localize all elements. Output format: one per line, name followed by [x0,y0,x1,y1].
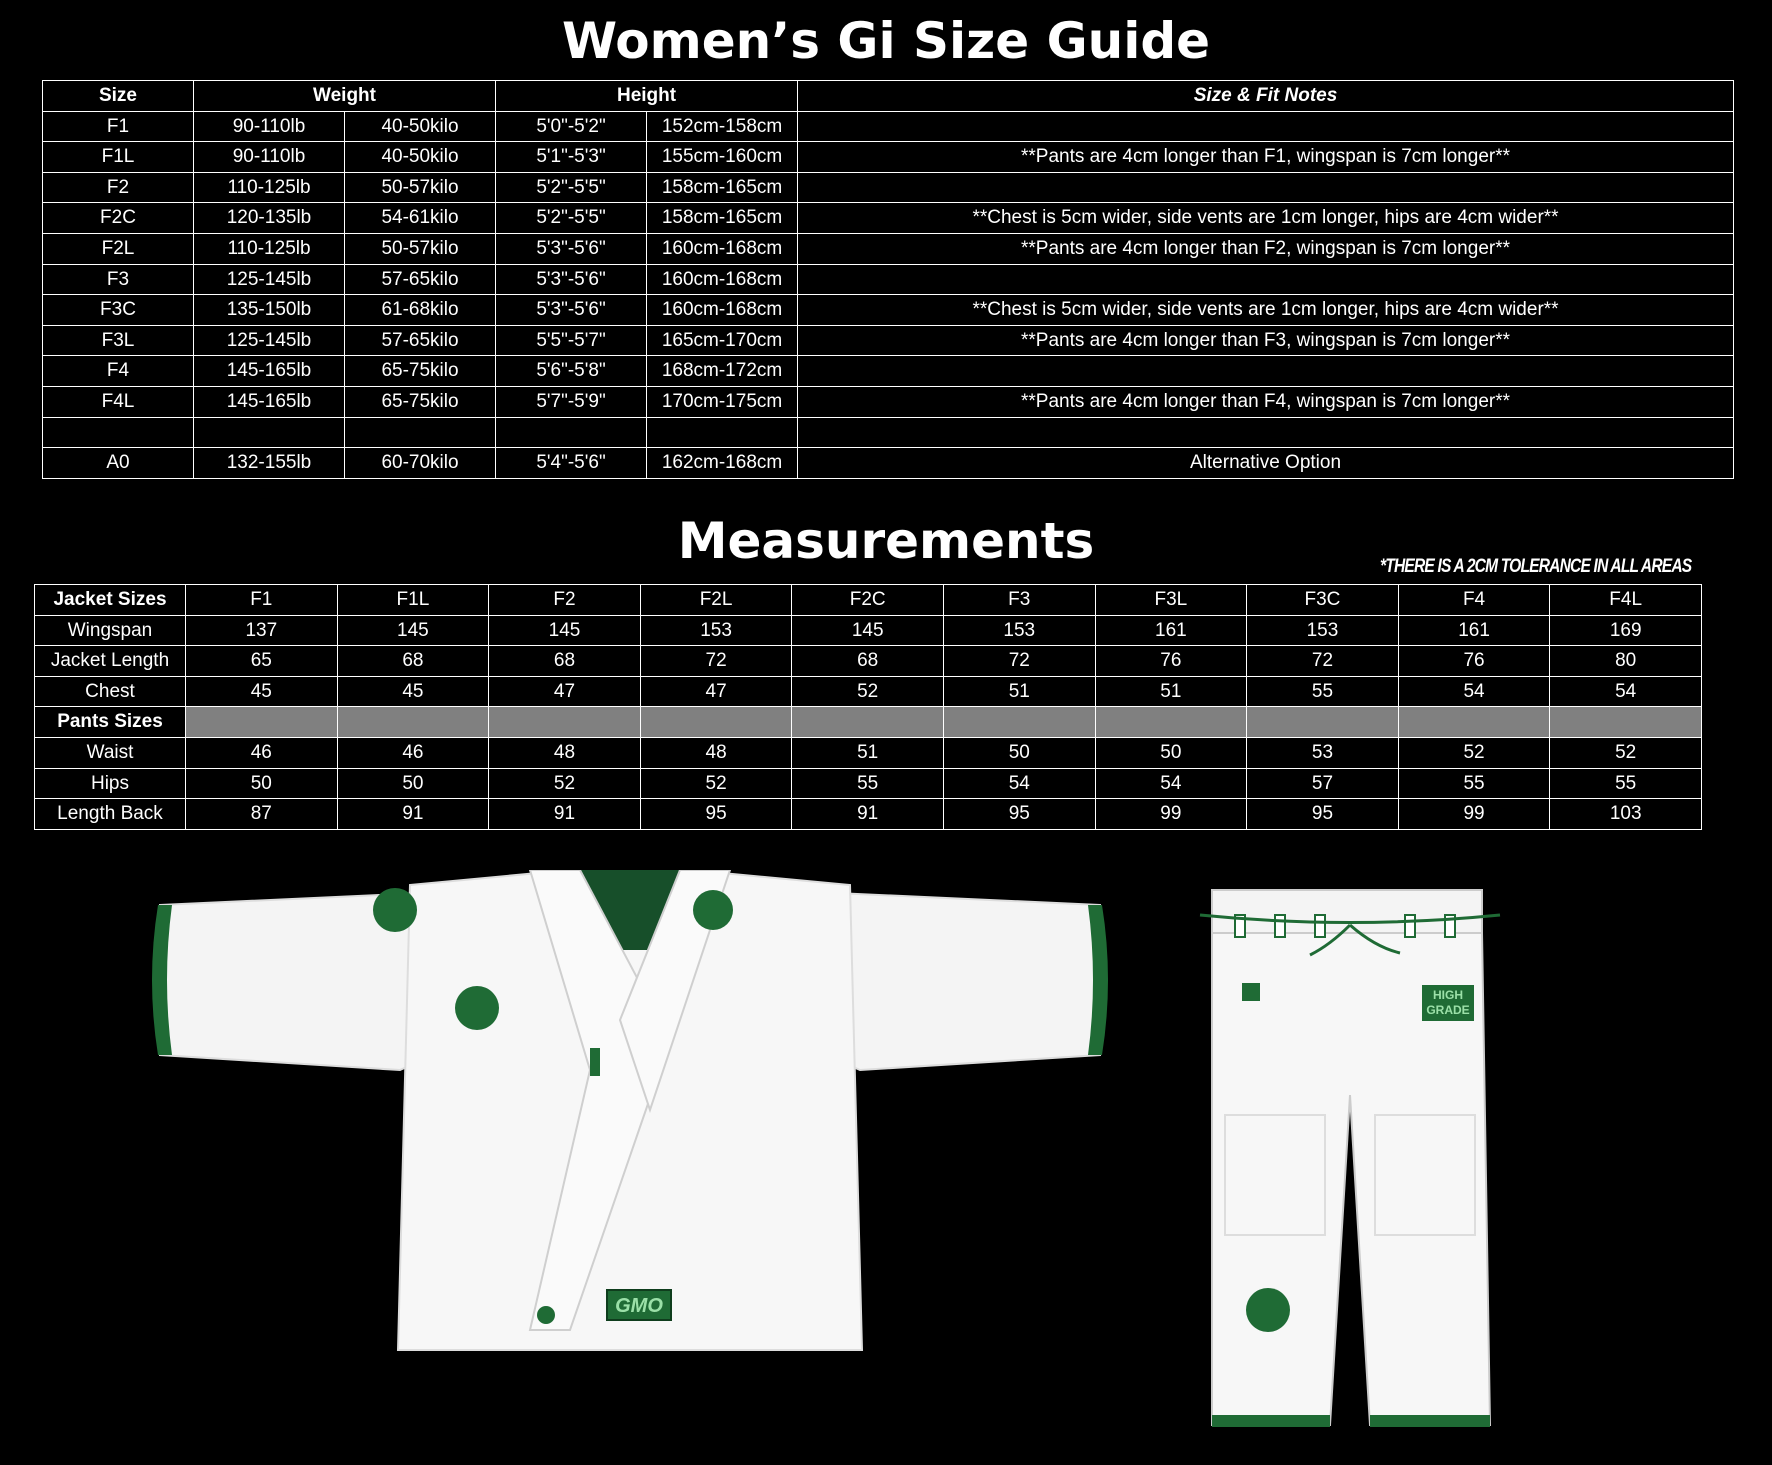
measurement-value: 52 [792,676,944,707]
pants-logo-line2: GRADE [1426,1003,1470,1017]
measurement-value: 52 [489,768,641,799]
section-divider-cell [1550,707,1702,738]
cell-weight-lb: 145-165lb [194,356,345,387]
section-divider-cell [337,707,489,738]
cell-size: F1L [43,142,194,173]
measurement-value: 145 [337,615,489,646]
measurement-value: 161 [1398,615,1550,646]
cell-weight-lb: 90-110lb [194,142,345,173]
size-column-header: F4 [1398,585,1550,616]
measurement-value: 47 [640,676,792,707]
cell-height-ft: 5'2"-5'5" [496,203,647,234]
measurement-value: 91 [792,799,944,830]
cell-size: F2 [43,172,194,203]
table-row [43,264,1734,295]
row-label: Chest [35,676,186,707]
section-divider-cell [186,707,338,738]
table-row [35,737,1702,768]
measurement-value: 50 [1095,737,1247,768]
cell-weight-kg: 54-61kilo [345,203,496,234]
section-header: Pants Sizes [35,707,186,738]
cell-height-ft: 5'3"-5'6" [496,295,647,326]
table-row [35,768,1702,799]
cell-notes: **Pants are 4cm longer than F2, wingspan is 7cm longer** [798,233,1734,264]
cell-weight-kg: 40-50kilo [345,142,496,173]
section-divider-cell [1095,707,1247,738]
measurement-value: 54 [1398,676,1550,707]
cell-weight-kg: 61-68kilo [345,295,496,326]
measurement-value: 45 [337,676,489,707]
measurement-value: 54 [1095,768,1247,799]
cell-size: F3C [43,295,194,326]
header-size: Size [43,81,194,112]
cell-size: A0 [43,448,194,479]
measurement-value: 53 [1247,737,1399,768]
table-row [43,172,1734,203]
measurement-value: 52 [1398,737,1550,768]
measurement-value: 99 [1398,799,1550,830]
measurement-value: 76 [1398,646,1550,677]
measurement-value: 153 [640,615,792,646]
table-row [43,417,1734,448]
table-row [43,386,1734,417]
cell-height-ft: 5'3"-5'6" [496,264,647,295]
cell-height-cm: 165cm-170cm [647,325,798,356]
cell-height-ft: 5'0"-5'2" [496,111,647,142]
cell-height-ft [496,417,647,448]
measurement-value: 54 [943,768,1095,799]
cell-weight-kg: 50-57kilo [345,172,496,203]
cell-height-cm: 158cm-165cm [647,203,798,234]
measurement-value: 48 [489,737,641,768]
cell-height-ft: 5'5"-5'7" [496,325,647,356]
cell-height-ft: 5'3"-5'6" [496,233,647,264]
table-row [43,448,1734,479]
cell-notes [798,356,1734,387]
measurement-value: 52 [1550,737,1702,768]
measurement-value: 68 [489,646,641,677]
table-row [43,356,1734,387]
size-column-header: F1L [337,585,489,616]
cell-weight-kg: 57-65kilo [345,325,496,356]
section-divider-cell [792,707,944,738]
cell-weight-lb: 125-145lb [194,325,345,356]
measurement-value: 65 [186,646,338,677]
cell-weight-lb: 110-125lb [194,172,345,203]
cell-height-cm: 170cm-175cm [647,386,798,417]
measurement-value: 161 [1095,615,1247,646]
cell-height-cm: 160cm-168cm [647,264,798,295]
measurement-value: 80 [1550,646,1702,677]
cell-weight-lb: 90-110lb [194,111,345,142]
section-divider-cell [943,707,1095,738]
measurement-value: 50 [186,768,338,799]
size-column-header: F2C [792,585,944,616]
measurement-value: 153 [943,615,1095,646]
measurement-value: 103 [1550,799,1702,830]
measurement-value: 51 [792,737,944,768]
size-column-header: F3C [1247,585,1399,616]
measurement-value: 50 [337,768,489,799]
measurement-value: 68 [792,646,944,677]
table-row [43,233,1734,264]
measurement-value: 55 [792,768,944,799]
cell-weight-lb: 120-135lb [194,203,345,234]
cell-notes: **Chest is 5cm wider, side vents are 1cm longer, hips are 4cm wider** [798,295,1734,326]
measurement-value: 145 [792,615,944,646]
measurement-value: 57 [1247,768,1399,799]
cell-height-ft: 5'1"-5'3" [496,142,647,173]
measurement-value: 46 [337,737,489,768]
measurement-value: 76 [1095,646,1247,677]
measurement-value: 46 [186,737,338,768]
measurement-value: 153 [1247,615,1399,646]
cell-weight-kg: 57-65kilo [345,264,496,295]
cell-notes: **Pants are 4cm longer than F1, wingspan is 7cm longer** [798,142,1734,173]
measurement-value: 99 [1095,799,1247,830]
measurements-title: Measurements [677,512,1095,570]
cell-weight-lb: 125-145lb [194,264,345,295]
measurement-value: 72 [943,646,1095,677]
cell-size: F4L [43,386,194,417]
table-row [43,111,1734,142]
cell-size: F1 [43,111,194,142]
size-column-header: F1 [186,585,338,616]
size-column-header: F2L [640,585,792,616]
cell-weight-lb: 110-125lb [194,233,345,264]
cell-weight-lb: 145-165lb [194,386,345,417]
measurement-value: 45 [186,676,338,707]
row-label: Hips [35,768,186,799]
cell-height-ft: 5'6"-5'8" [496,356,647,387]
cell-height-ft: 5'4"-5'6" [496,448,647,479]
size-table-header-row [43,81,1734,112]
table-row [35,676,1702,707]
measurement-value: 72 [1247,646,1399,677]
cell-weight-kg: 60-70kilo [345,448,496,479]
cell-height-cm: 152cm-158cm [647,111,798,142]
row-label: Jacket Length [35,646,186,677]
measurement-value: 87 [186,799,338,830]
cell-height-cm: 160cm-168cm [647,233,798,264]
table-row [43,203,1734,234]
measurements-table [34,584,1702,830]
cell-notes: Alternative Option [798,448,1734,479]
cell-height-ft: 5'7"-5'9" [496,386,647,417]
row-label: Wingspan [35,615,186,646]
header-height: Height [496,81,798,112]
cell-size: F3L [43,325,194,356]
cell-weight-kg: 40-50kilo [345,111,496,142]
row-label: Length Back [35,799,186,830]
size-column-header: F4L [1550,585,1702,616]
page-title: Women’s Gi Size Guide [561,12,1211,70]
cell-height-cm: 160cm-168cm [647,295,798,326]
measurement-value: 47 [489,676,641,707]
size-column-header: F3L [1095,585,1247,616]
measurement-value: 51 [943,676,1095,707]
cell-weight-kg [345,417,496,448]
cell-notes: **Pants are 4cm longer than F3, wingspan is 7cm longer** [798,325,1734,356]
cell-notes: **Pants are 4cm longer than F4, wingspan is 7cm longer** [798,386,1734,417]
size-guide-table [42,80,1734,479]
pants-illustration [1190,875,1520,1435]
table-row [43,142,1734,173]
measurement-value: 91 [489,799,641,830]
table-row [35,615,1702,646]
jacket-logo: GMO [615,1295,663,1317]
header-weight: Weight [194,81,496,112]
cell-weight-lb: 135-150lb [194,295,345,326]
pants-logo-line1: HIGH [1433,988,1463,1002]
cell-weight-kg: 50-57kilo [345,233,496,264]
table-row [43,295,1734,326]
cell-size: F4 [43,356,194,387]
row-label: Waist [35,737,186,768]
measurement-value: 50 [943,737,1095,768]
cell-notes: **Chest is 5cm wider, side vents are 1cm longer, hips are 4cm wider** [798,203,1734,234]
table-row [43,325,1734,356]
cell-weight-kg: 65-75kilo [345,386,496,417]
table-row [35,585,1702,616]
cell-notes [798,172,1734,203]
measurement-value: 55 [1247,676,1399,707]
cell-size: F3 [43,264,194,295]
measurement-value: 51 [1095,676,1247,707]
measurement-value: 95 [640,799,792,830]
measurement-value: 48 [640,737,792,768]
cell-height-cm: 155cm-160cm [647,142,798,173]
section-divider-cell [640,707,792,738]
section-divider-cell [1398,707,1550,738]
cell-size [43,417,194,448]
table-row [35,707,1702,738]
cell-weight-kg: 65-75kilo [345,356,496,387]
measurement-value: 54 [1550,676,1702,707]
section-divider-cell [489,707,641,738]
tolerance-note: *THERE IS A 2CM TOLERANCE IN ALL AREAS [1380,556,1692,577]
cell-size: F2L [43,233,194,264]
measurement-value: 95 [1247,799,1399,830]
size-column-header: F2 [489,585,641,616]
header-notes: Size & Fit Notes [798,81,1734,112]
measurement-value: 145 [489,615,641,646]
cell-weight-lb: 132-155lb [194,448,345,479]
cell-height-cm: 162cm-168cm [647,448,798,479]
measurement-value: 55 [1550,768,1702,799]
measurement-value: 55 [1398,768,1550,799]
cell-notes [798,417,1734,448]
measurement-value: 169 [1550,615,1702,646]
measurement-value: 52 [640,768,792,799]
cell-weight-lb [194,417,345,448]
cell-height-ft: 5'2"-5'5" [496,172,647,203]
cell-height-cm: 168cm-172cm [647,356,798,387]
cell-notes [798,264,1734,295]
cell-height-cm: 158cm-165cm [647,172,798,203]
cell-notes [798,111,1734,142]
measurement-value: 91 [337,799,489,830]
table-row [35,646,1702,677]
measurement-value: 137 [186,615,338,646]
table-row [35,799,1702,830]
measurement-value: 95 [943,799,1095,830]
section-header: Jacket Sizes [35,585,186,616]
measurement-value: 72 [640,646,792,677]
section-divider-cell [1247,707,1399,738]
jacket-illustration [150,870,1110,1360]
cell-height-cm [647,417,798,448]
cell-size: F2C [43,203,194,234]
measurement-value: 68 [337,646,489,677]
size-column-header: F3 [943,585,1095,616]
